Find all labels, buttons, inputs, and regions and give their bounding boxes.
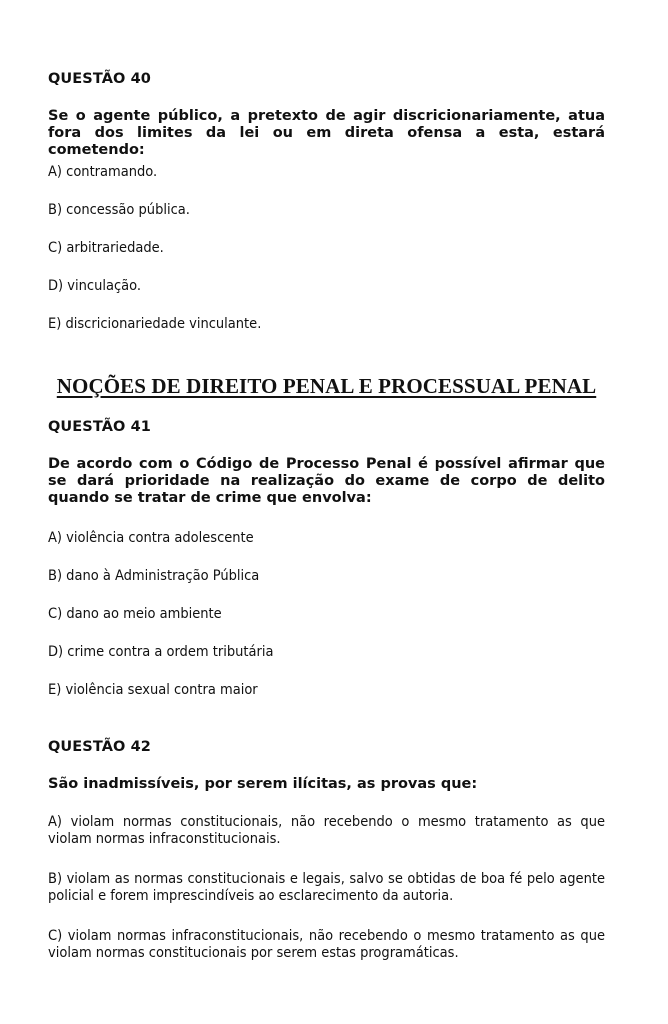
question-42-header: QUESTÃO 42 <box>48 739 151 755</box>
question-40-option-b: B) concessão pública. <box>48 202 190 218</box>
question-40-header: QUESTÃO 40 <box>48 71 151 87</box>
question-40-option-e: E) discricionariedade vinculante. <box>48 316 262 332</box>
question-42-option-c: C) violam normas infraconstitucionais, não recebendo o mesmo tratamento as que violam normas constitucionais por serem estas programáticas. <box>48 928 605 961</box>
question-41-header: QUESTÃO 41 <box>48 419 151 435</box>
document-page <box>48 0 605 1024</box>
question-42-option-b: B) violam as normas constitucionais e legais, salvo se obtidas de boa fé pelo agente policial e forem imprescindíveis ao esclarecimento da autoria. <box>48 871 605 904</box>
question-42-option-a: A) violam normas constitucionais, não recebendo o mesmo tratamento as que violam normas infraconstitucionais. <box>48 814 605 847</box>
question-40-option-d: D) vinculação. <box>48 278 141 294</box>
section-title: NOÇÕES DE DIREITO PENAL E PROCESSUAL PENAL <box>56 374 597 398</box>
question-42-statement: São inadmissíveis, por serem ilícitas, as provas que: <box>48 776 478 792</box>
question-41-option-e: E) violência sexual contra maior <box>48 682 258 698</box>
question-41-statement: De acordo com o Código de Processo Penal é possível afirmar que se dará prioridade na realização do exame de corpo de delito quando se tratar de crime que envolva: <box>48 456 605 506</box>
question-40-option-a: A) contramando. <box>48 164 158 180</box>
question-41-option-c: C) dano ao meio ambiente <box>48 606 222 622</box>
question-41-option-b: B) dano à Administração Pública <box>48 568 260 584</box>
question-41-option-a: A) violência contra adolescente <box>48 530 254 546</box>
question-41-option-d: D) crime contra a ordem tributária <box>48 644 274 660</box>
question-40-statement: Se o agente público, a pretexto de agir discricionariamente, atua fora dos limites da lei ou em direta ofensa a esta, estará cometendo: <box>48 108 605 158</box>
question-40-option-c: C) arbitrariedade. <box>48 240 164 256</box>
